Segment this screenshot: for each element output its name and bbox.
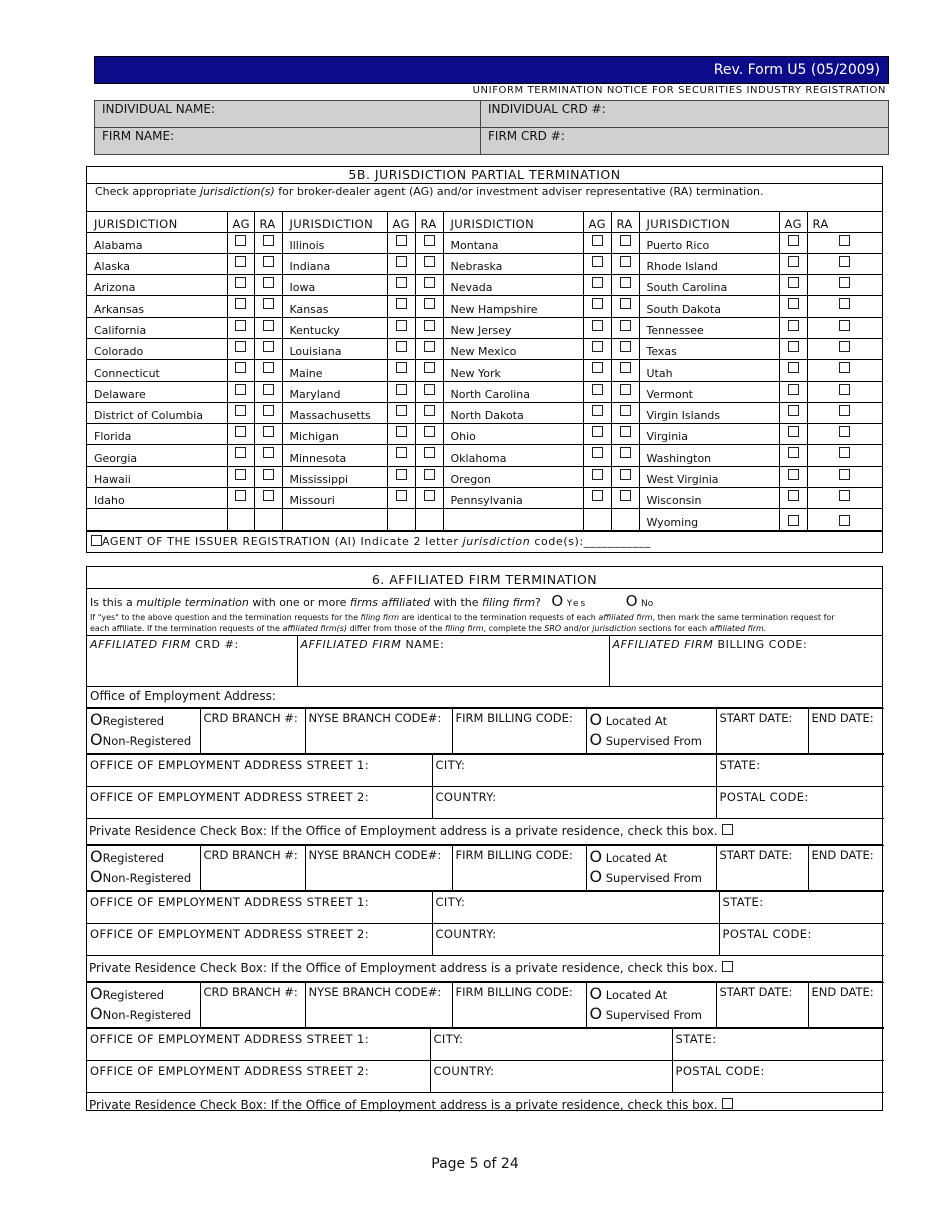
jurisdiction-row xyxy=(87,360,882,381)
jurisdiction-header: JURISDICTION xyxy=(87,212,227,232)
jurisdiction-name: Florida xyxy=(87,424,227,445)
ag-checkbox[interactable] xyxy=(396,447,407,458)
ag-checkbox[interactable] xyxy=(396,320,407,331)
location-type: O Located At O Supervised From xyxy=(586,983,716,1028)
ra-checkbox[interactable] xyxy=(839,426,850,437)
private-residence-row: Private Residence Check Box: If the Office of Employment address is a private residence, check this box. xyxy=(87,1093,882,1119)
street2-field[interactable]: OFFICE OF EMPLOYMENT ADDRESS STREET 2: xyxy=(87,787,432,819)
ra-checkbox[interactable] xyxy=(620,235,631,246)
located-at-radio[interactable]: O xyxy=(589,710,603,729)
ra-checkbox[interactable] xyxy=(263,235,274,246)
ag-checkbox[interactable] xyxy=(396,362,407,373)
registration-status: ORegistered ONon-Registered xyxy=(87,983,200,1028)
ag-checkbox[interactable] xyxy=(396,341,407,352)
ag-checkbox[interactable] xyxy=(788,341,799,352)
jurisdiction-name: Wisconsin xyxy=(639,488,779,509)
page-number: Page 5 of 24 xyxy=(431,1156,519,1172)
jurisdiction-header: JURISDICTION xyxy=(282,212,387,232)
ag-checkbox[interactable] xyxy=(235,469,246,480)
city-field[interactable]: CITY: xyxy=(430,1029,672,1061)
ag-header: AG xyxy=(387,212,415,232)
ra-checkbox[interactable] xyxy=(424,405,435,416)
street1-field[interactable]: OFFICE OF EMPLOYMENT ADDRESS STREET 1: xyxy=(87,1029,430,1061)
ag-checkbox[interactable] xyxy=(592,277,603,288)
ag-checkbox[interactable] xyxy=(788,405,799,416)
multiple-termination-note: If "yes" to the above question and the termination requests for the filing firm are identical to the termination requests of each affiliated firm, then mark the same termination request for each affiliate. If the termination requests of the affiliated firm(s) differ from those of the filing firm, complete the SRO and/or jurisdiction sections for each affiliated firm. xyxy=(90,613,835,633)
ag-checkbox[interactable] xyxy=(788,384,799,395)
ra-checkbox[interactable] xyxy=(424,384,435,395)
country-field[interactable]: COUNTRY: xyxy=(432,924,719,956)
jurisdiction-name: Pennsylvania xyxy=(443,488,583,509)
supervised-from-radio[interactable]: O xyxy=(589,730,603,749)
ra-checkbox[interactable] xyxy=(839,341,850,352)
supervised-from-radio[interactable]: O xyxy=(589,867,603,886)
empty-cell xyxy=(611,509,639,530)
identification-table xyxy=(94,100,889,155)
ra-checkbox[interactable] xyxy=(839,256,850,267)
jurisdiction-name: Wyoming xyxy=(639,509,779,530)
jurisdiction-row xyxy=(87,232,882,253)
no-label: No xyxy=(641,599,654,609)
jurisdiction-name: Montana xyxy=(443,232,583,253)
office-address-label: Office of Employment Address: xyxy=(87,686,882,708)
affiliated-firm-billing-field[interactable]: AFFILIATED FIRM BILLING CODE: xyxy=(612,638,808,651)
employment-address-block xyxy=(87,845,882,982)
jurisdiction-header: JURISDICTION xyxy=(639,212,779,232)
empty-cell xyxy=(443,509,583,530)
jurisdiction-name: Illinois xyxy=(282,232,387,253)
ag-checkbox[interactable] xyxy=(788,256,799,267)
non-registered-radio[interactable]: O xyxy=(90,1004,103,1023)
ag-checkbox[interactable] xyxy=(788,447,799,458)
ra-checkbox[interactable] xyxy=(263,469,274,480)
jurisdiction-name: Maryland xyxy=(282,381,387,402)
ag-checkbox[interactable] xyxy=(396,384,407,395)
ra-checkbox[interactable] xyxy=(620,490,631,501)
ra-checkbox[interactable] xyxy=(620,298,631,309)
agent-of-issuer-row: AGENT OF THE ISSUER REGISTRATION (AI) Indicate 2 letter jurisdiction code(s):___________ xyxy=(87,531,882,552)
ra-checkbox[interactable] xyxy=(839,384,850,395)
ag-checkbox[interactable] xyxy=(396,235,407,246)
start-date-field[interactable]: START DATE: xyxy=(716,709,808,754)
ag-checkbox[interactable] xyxy=(235,256,246,267)
jurisdiction-row xyxy=(87,296,882,317)
private-residence-row: Private Residence Check Box: If the Office of Employment address is a private residence, check this box. xyxy=(87,819,882,845)
located-at-radio[interactable]: O xyxy=(589,984,603,1003)
private-residence-row: Private Residence Check Box: If the Office of Employment address is a private residence, check this box. xyxy=(87,956,882,982)
ra-checkbox[interactable] xyxy=(620,320,631,331)
ag-checkbox[interactable] xyxy=(788,469,799,480)
nyse-branch-field[interactable]: NYSE BRANCH CODE#: xyxy=(305,709,452,754)
ag-checkbox[interactable] xyxy=(592,320,603,331)
jurisdiction-name: Delaware xyxy=(87,381,227,402)
jurisdiction-row xyxy=(87,253,882,274)
jurisdiction-name: Texas xyxy=(639,338,779,359)
country-field[interactable]: COUNTRY: xyxy=(432,787,716,819)
jurisdiction-name: Michigan xyxy=(282,424,387,445)
ra-checkbox[interactable] xyxy=(263,298,274,309)
located-at-radio[interactable]: O xyxy=(589,847,603,866)
ra-checkbox[interactable] xyxy=(424,490,435,501)
empty-cell xyxy=(387,509,415,530)
form-title: Rev. Form U5 (05/2009) xyxy=(713,62,880,78)
ag-checkbox[interactable] xyxy=(592,490,603,501)
ag-checkbox[interactable] xyxy=(592,362,603,373)
ag-checkbox[interactable] xyxy=(788,426,799,437)
jurisdiction-name: Virgin Islands xyxy=(639,402,779,423)
ag-checkbox[interactable] xyxy=(235,362,246,373)
jurisdiction-name: Indiana xyxy=(282,253,387,274)
jurisdiction-name: Idaho xyxy=(87,488,227,509)
ra-checkbox[interactable] xyxy=(263,256,274,267)
affiliated-firm-table xyxy=(87,636,882,686)
affiliated-firm-crd-field[interactable]: AFFILIATED FIRM CRD #: xyxy=(87,636,297,686)
ag-checkbox[interactable] xyxy=(235,490,246,501)
crd-branch-field[interactable]: CRD BRANCH #: xyxy=(200,983,305,1028)
yes-label: Yes xyxy=(566,599,588,609)
city-field[interactable]: CITY: xyxy=(432,755,716,787)
ag-checkbox[interactable] xyxy=(235,320,246,331)
ag-checkbox[interactable] xyxy=(788,235,799,246)
ag-checkbox[interactable] xyxy=(788,320,799,331)
ag-checkbox[interactable] xyxy=(592,447,603,458)
jurisdiction-name: Connecticut xyxy=(87,360,227,381)
firm-billing-field[interactable]: FIRM BILLING CODE: xyxy=(452,709,586,754)
jurisdiction-name: Nebraska xyxy=(443,253,583,274)
state-field[interactable]: STATE: xyxy=(716,755,884,787)
postal-code-field[interactable]: POSTAL CODE: xyxy=(716,787,884,819)
ag-checkbox[interactable] xyxy=(235,405,246,416)
ag-checkbox[interactable] xyxy=(235,447,246,458)
ra-checkbox[interactable] xyxy=(839,298,850,309)
jurisdiction-name: North Dakota xyxy=(443,402,583,423)
jurisdiction-name: Tennessee xyxy=(639,317,779,338)
jurisdiction-row xyxy=(87,381,882,402)
jurisdiction-name: Washington xyxy=(639,445,779,466)
street1-field[interactable]: OFFICE OF EMPLOYMENT ADDRESS STREET 1: xyxy=(87,892,432,924)
ag-checkbox[interactable] xyxy=(235,277,246,288)
crd-branch-field[interactable]: CRD BRANCH #: xyxy=(200,709,305,754)
jurisdiction-name: Nevada xyxy=(443,275,583,296)
no-radio[interactable]: O xyxy=(625,592,638,610)
jurisdiction-name: Puerto Rico xyxy=(639,232,779,253)
jurisdiction-name: Arkansas xyxy=(87,296,227,317)
ag-checkbox[interactable] xyxy=(396,298,407,309)
section-5b-title: 5B. JURISDICTION PARTIAL TERMINATION xyxy=(87,167,882,184)
jurisdiction-name: New Hampshire xyxy=(443,296,583,317)
section-6 xyxy=(86,566,883,1111)
individual-name-field[interactable]: INDIVIDUAL NAME: xyxy=(95,101,481,128)
ag-checkbox[interactable] xyxy=(592,405,603,416)
jurisdiction-name: West Virginia xyxy=(639,466,779,487)
ra-checkbox[interactable] xyxy=(424,426,435,437)
jurisdiction-name: Utah xyxy=(639,360,779,381)
yes-radio[interactable]: O xyxy=(551,592,564,610)
jurisdiction-row xyxy=(87,445,882,466)
ra-checkbox[interactable] xyxy=(620,341,631,352)
empty-cell xyxy=(254,509,282,530)
ra-checkbox[interactable] xyxy=(620,384,631,395)
ag-checkbox[interactable] xyxy=(396,490,407,501)
ag-checkbox[interactable] xyxy=(592,426,603,437)
ra-checkbox[interactable] xyxy=(620,362,631,373)
ra-checkbox[interactable] xyxy=(424,469,435,480)
jurisdiction-name: District of Columbia xyxy=(87,402,227,423)
ra-header: RA xyxy=(254,212,282,232)
ra-header: RA xyxy=(611,212,639,232)
form-header-bar xyxy=(94,56,889,84)
employment-address-block xyxy=(87,982,882,1119)
ra-checkbox[interactable] xyxy=(620,277,631,288)
firm-crd-field[interactable]: FIRM CRD #: xyxy=(481,128,889,155)
ra-checkbox[interactable] xyxy=(839,320,850,331)
jurisdiction-name: New Mexico xyxy=(443,338,583,359)
jurisdiction-name: Hawaii xyxy=(87,466,227,487)
jurisdiction-row xyxy=(87,424,882,445)
jurisdiction-row xyxy=(87,338,882,359)
jurisdiction-name: Colorado xyxy=(87,338,227,359)
jurisdiction-name: Maine xyxy=(282,360,387,381)
jurisdiction-name: Alabama xyxy=(87,232,227,253)
ra-checkbox[interactable] xyxy=(263,490,274,501)
jurisdiction-name: California xyxy=(87,317,227,338)
end-date-field[interactable]: END DATE: xyxy=(808,846,884,891)
private-residence-checkbox[interactable] xyxy=(722,824,733,835)
jurisdiction-name: Kansas xyxy=(282,296,387,317)
jurisdiction-name: Oklahoma xyxy=(443,445,583,466)
location-type: O Located At O Supervised From xyxy=(586,709,716,754)
ag-checkbox[interactable] xyxy=(396,469,407,480)
ra-checkbox[interactable] xyxy=(424,298,435,309)
ra-checkbox[interactable] xyxy=(424,320,435,331)
ra-checkbox[interactable] xyxy=(839,515,850,526)
ra-checkbox[interactable] xyxy=(839,362,850,373)
city-field[interactable]: CITY: xyxy=(432,892,719,924)
ag-checkbox[interactable] xyxy=(592,235,603,246)
ra-checkbox[interactable] xyxy=(263,447,274,458)
section-5b xyxy=(86,166,883,553)
ra-checkbox[interactable] xyxy=(263,341,274,352)
ra-checkbox[interactable] xyxy=(263,362,274,373)
street2-field[interactable]: OFFICE OF EMPLOYMENT ADDRESS STREET 2: xyxy=(87,1061,430,1093)
jurisdiction-name: Alaska xyxy=(87,253,227,274)
section-5b-instructions: Check appropriate jurisdiction(s) for broker-dealer agent (AG) and/or investment adviser representative (RA) termination. xyxy=(87,184,882,212)
street2-field[interactable]: OFFICE OF EMPLOYMENT ADDRESS STREET 2: xyxy=(87,924,432,956)
ag-checkbox[interactable] xyxy=(592,341,603,352)
registration-status: ORegistered ONon-Registered xyxy=(87,846,200,891)
ra-checkbox[interactable] xyxy=(839,490,850,501)
non-registered-radio[interactable]: O xyxy=(90,730,103,749)
nyse-branch-field[interactable]: NYSE BRANCH CODE#: xyxy=(305,846,452,891)
ra-checkbox[interactable] xyxy=(424,277,435,288)
start-date-field[interactable]: START DATE: xyxy=(716,983,808,1028)
firm-billing-field[interactable]: FIRM BILLING CODE: xyxy=(452,983,586,1028)
ag-checkbox[interactable] xyxy=(788,298,799,309)
jurisdiction-table xyxy=(87,212,882,531)
empty-cell xyxy=(282,509,387,530)
ag-header: AG xyxy=(779,212,807,232)
jurisdiction-name: Missouri xyxy=(282,488,387,509)
private-residence-checkbox[interactable] xyxy=(722,961,733,972)
jurisdiction-name: Louisiana xyxy=(282,338,387,359)
affiliated-firm-name-field[interactable]: AFFILIATED FIRM NAME: xyxy=(297,636,609,686)
ag-checkbox[interactable] xyxy=(788,362,799,373)
jurisdiction-row xyxy=(87,509,882,530)
jurisdiction-name: South Dakota xyxy=(639,296,779,317)
registered-radio[interactable]: O xyxy=(90,847,103,866)
individual-crd-field[interactable]: INDIVIDUAL CRD #: xyxy=(481,101,889,128)
location-type: O Located At O Supervised From xyxy=(586,846,716,891)
ra-checkbox[interactable] xyxy=(263,384,274,395)
ag-checkbox[interactable] xyxy=(592,469,603,480)
jurisdiction-name: Kentucky xyxy=(282,317,387,338)
jurisdiction-name: Virginia xyxy=(639,424,779,445)
jurisdiction-row xyxy=(87,275,882,296)
ra-checkbox[interactable] xyxy=(263,277,274,288)
ra-checkbox[interactable] xyxy=(424,256,435,267)
postal-code-field[interactable]: POSTAL CODE: xyxy=(672,1061,884,1093)
ra-checkbox[interactable] xyxy=(263,426,274,437)
ra-checkbox[interactable] xyxy=(839,277,850,288)
ra-checkbox[interactable] xyxy=(424,447,435,458)
ra-checkbox[interactable] xyxy=(839,235,850,246)
empty-cell xyxy=(87,509,227,530)
jurisdiction-name: Ohio xyxy=(443,424,583,445)
ra-checkbox[interactable] xyxy=(424,341,435,352)
jurisdiction-name: Minnesota xyxy=(282,445,387,466)
supervised-from-radio[interactable]: O xyxy=(589,1004,603,1023)
ag-checkbox[interactable] xyxy=(235,298,246,309)
ag-checkbox[interactable] xyxy=(788,490,799,501)
jurisdiction-name: New York xyxy=(443,360,583,381)
jurisdiction-name: Massachusetts xyxy=(282,402,387,423)
jurisdiction-row xyxy=(87,317,882,338)
empty-cell xyxy=(583,509,611,530)
ra-checkbox[interactable] xyxy=(620,426,631,437)
jurisdiction-row xyxy=(87,402,882,423)
ra-checkbox[interactable] xyxy=(263,405,274,416)
section-6-title: 6. AFFILIATED FIRM TERMINATION xyxy=(87,567,882,589)
jurisdiction-name: Arizona xyxy=(87,275,227,296)
ag-checkbox[interactable] xyxy=(396,405,407,416)
ag-checkbox[interactable] xyxy=(396,277,407,288)
jurisdiction-name: Oregon xyxy=(443,466,583,487)
ra-checkbox[interactable] xyxy=(424,235,435,246)
country-field[interactable]: COUNTRY: xyxy=(430,1061,672,1093)
non-registered-radio[interactable]: O xyxy=(90,867,103,886)
ra-checkbox[interactable] xyxy=(620,447,631,458)
jurisdiction-header: JURISDICTION xyxy=(443,212,583,232)
form-subtitle: UNIFORM TERMINATION NOTICE FOR SECURITIES INDUSTRY REGISTRATION xyxy=(472,85,886,96)
ra-header: RA xyxy=(415,212,443,232)
ag-checkbox[interactable] xyxy=(235,384,246,395)
registered-radio[interactable]: O xyxy=(90,710,103,729)
ra-checkbox[interactable] xyxy=(620,405,631,416)
jurisdiction-name: Iowa xyxy=(282,275,387,296)
agent-of-issuer-checkbox[interactable] xyxy=(91,535,102,546)
empty-cell xyxy=(227,509,254,530)
ag-header: AG xyxy=(227,212,254,232)
ra-header: RA xyxy=(807,212,882,232)
ag-checkbox[interactable] xyxy=(396,256,407,267)
ra-checkbox[interactable] xyxy=(424,362,435,373)
jurisdiction-name: Vermont xyxy=(639,381,779,402)
ag-checkbox[interactable] xyxy=(788,277,799,288)
ra-checkbox[interactable] xyxy=(839,469,850,480)
end-date-field[interactable]: END DATE: xyxy=(808,709,884,754)
registration-status: ORegistered ONon-Registered xyxy=(87,709,200,754)
jurisdiction-name: North Carolina xyxy=(443,381,583,402)
ra-checkbox[interactable] xyxy=(839,405,850,416)
ra-checkbox[interactable] xyxy=(839,447,850,458)
multiple-termination-question: Is this a multiple termination with one or more firms affiliated with the filing firm? O Yes O No If "yes" to the above question and the termination requests for the filing firm are identical to the termination requests of each affiliated firm, then mark the same termination request for each affiliate. If the termination requests of the affiliated firm(s) differ from those of the filing firm, complete the SRO and/or jurisdiction sections for each affiliated firm. xyxy=(87,589,882,636)
ag-header: AG xyxy=(583,212,611,232)
crd-branch-field[interactable]: CRD BRANCH #: xyxy=(200,846,305,891)
ag-checkbox[interactable] xyxy=(788,515,799,526)
firm-billing-field[interactable]: FIRM BILLING CODE: xyxy=(452,846,586,891)
ag-checkbox[interactable] xyxy=(235,426,246,437)
end-date-field[interactable]: END DATE: xyxy=(808,983,884,1028)
empty-cell xyxy=(415,509,443,530)
jurisdiction-name: Mississippi xyxy=(282,466,387,487)
jurisdiction-name: New Jersey xyxy=(443,317,583,338)
nyse-branch-field[interactable]: NYSE BRANCH CODE#: xyxy=(305,983,452,1028)
ag-checkbox[interactable] xyxy=(592,256,603,267)
ag-checkbox[interactable] xyxy=(235,235,246,246)
ag-checkbox[interactable] xyxy=(235,341,246,352)
jurisdiction-row xyxy=(87,488,882,509)
jurisdiction-name: Georgia xyxy=(87,445,227,466)
ra-checkbox[interactable] xyxy=(620,469,631,480)
ag-checkbox[interactable] xyxy=(592,298,603,309)
registered-radio[interactable]: O xyxy=(90,984,103,1003)
jurisdiction-name: Rhode Island xyxy=(639,253,779,274)
jurisdiction-name: South Carolina xyxy=(639,275,779,296)
employment-address-block xyxy=(87,708,882,845)
state-field[interactable]: STATE: xyxy=(672,1029,884,1061)
ra-checkbox[interactable] xyxy=(263,320,274,331)
private-residence-checkbox[interactable] xyxy=(722,1098,733,1109)
start-date-field[interactable]: START DATE: xyxy=(716,846,808,891)
street1-field[interactable]: OFFICE OF EMPLOYMENT ADDRESS STREET 1: xyxy=(87,755,432,787)
ag-checkbox[interactable] xyxy=(396,426,407,437)
postal-code-field[interactable]: POSTAL CODE: xyxy=(719,924,884,956)
firm-name-field[interactable]: FIRM NAME: xyxy=(95,128,481,155)
state-field[interactable]: STATE: xyxy=(719,892,884,924)
jurisdiction-row xyxy=(87,466,882,487)
ag-checkbox[interactable] xyxy=(592,384,603,395)
ra-checkbox[interactable] xyxy=(620,256,631,267)
